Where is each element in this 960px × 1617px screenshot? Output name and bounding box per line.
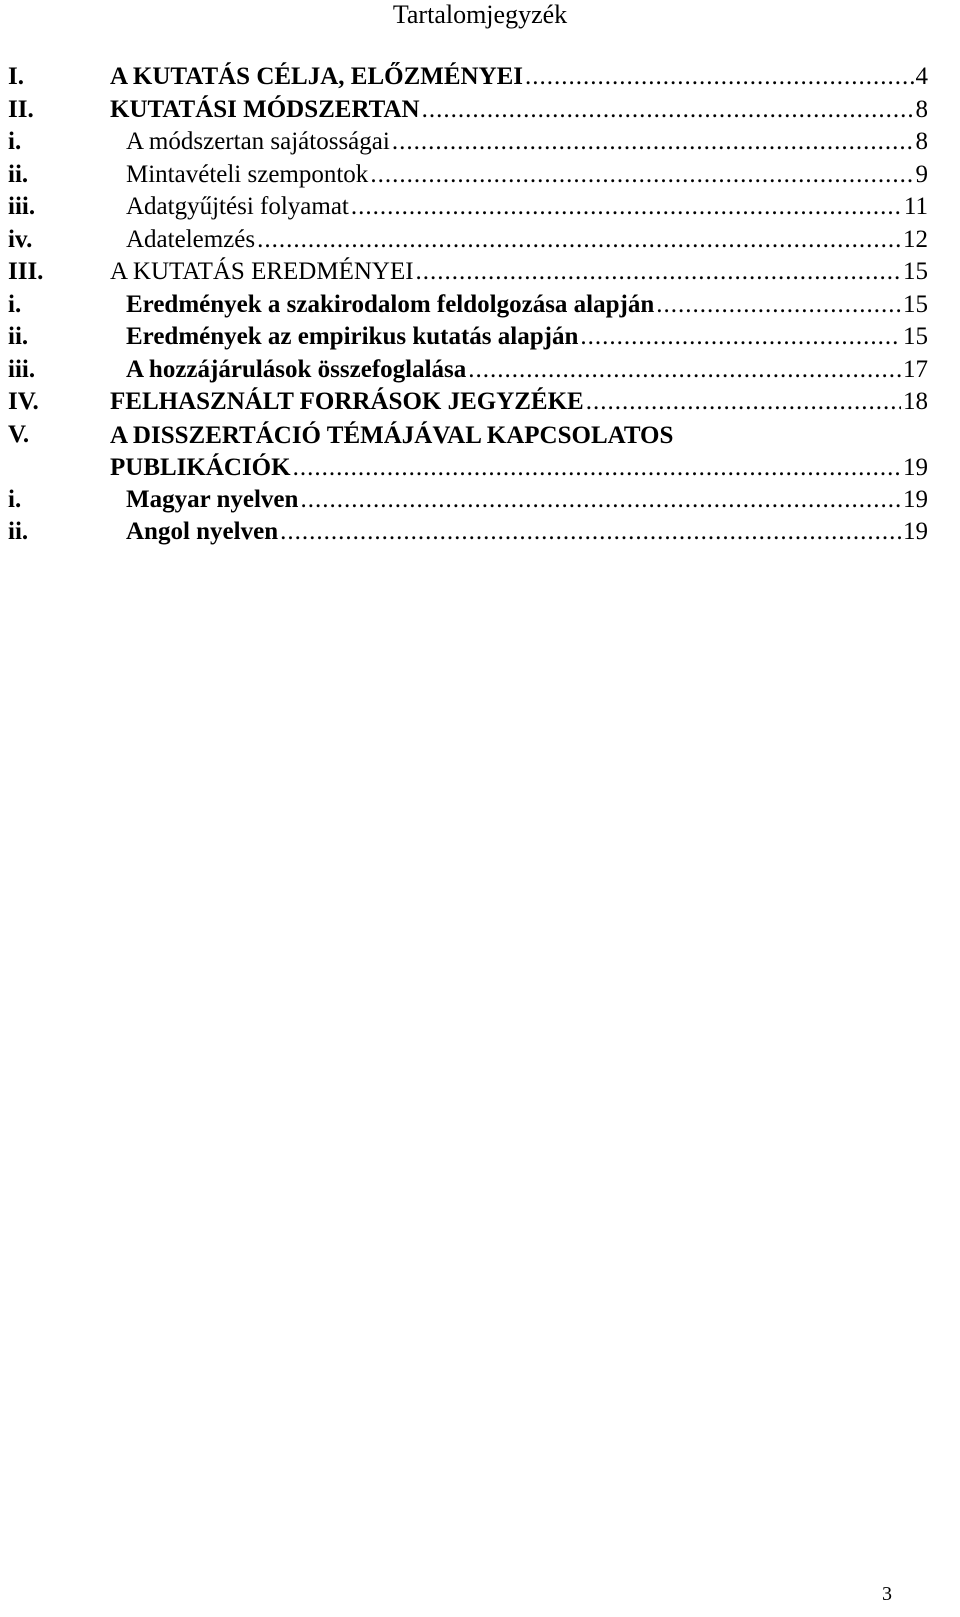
toc-entry[interactable]	[8, 256, 928, 289]
toc-entry[interactable]	[8, 191, 928, 224]
toc-entry-label: Angol nyelven	[126, 518, 279, 545]
toc-entry-number: iii.	[8, 193, 36, 220]
toc-entry-label: Adatgyűjtési folyamat	[126, 193, 349, 220]
toc-entry-page: 19	[903, 453, 928, 481]
toc-entry-page: 19	[903, 485, 928, 513]
toc-entry-page: 17	[903, 355, 928, 383]
toc-entry-page: 19	[903, 518, 928, 545]
toc-entry-page: 8	[915, 128, 928, 155]
toc-entry-number: i.	[8, 290, 22, 318]
toc-entry-label: Adatelemzés	[126, 225, 256, 253]
toc-entry-label: Eredmények az empirikus kutatás alapján	[126, 323, 579, 350]
toc-entry-label: A KUTATÁS CÉLJA, ELŐZMÉNYEI	[110, 63, 524, 90]
toc-entry-page: 11	[903, 193, 928, 220]
toc-entry[interactable]	[8, 516, 928, 549]
dot-leader	[580, 321, 901, 353]
toc-entry-label: Magyar nyelven	[126, 485, 299, 513]
toc-entry-label: A módszertan sajátosságai	[126, 128, 390, 155]
toc-entry-number: IV.	[8, 388, 39, 415]
toc-entry-number: ii.	[8, 323, 29, 350]
toc-entry[interactable]	[8, 386, 928, 419]
toc-entry-number: V.	[8, 420, 30, 448]
dot-leader	[392, 126, 914, 158]
toc-entry[interactable]	[8, 126, 928, 159]
toc-entry-number: ii.	[8, 518, 29, 545]
toc-entry[interactable]	[8, 484, 928, 517]
toc-entry-page: 4	[915, 63, 928, 90]
toc-entry[interactable]	[8, 159, 928, 192]
dot-leader	[257, 224, 901, 256]
dot-leader	[351, 191, 902, 223]
toc-entry-page: 15	[903, 290, 928, 318]
toc-entry-label: A hozzájárulások összefoglalása	[126, 355, 467, 383]
toc-entry[interactable]	[8, 61, 928, 94]
toc-entry-label: Eredmények a szakirodalom feldolgozása alapján	[126, 290, 655, 318]
toc-entry-page: 15	[903, 258, 928, 285]
toc-entry[interactable]	[8, 419, 928, 484]
toc-entry-label-line1: A DISSZERTÁCIÓ TÉMÁJÁVAL KAPCSOLATOS	[110, 421, 674, 449]
toc-title: Tartalomjegyzék	[392, 0, 568, 29]
toc-entry-label: A KUTATÁS EREDMÉNYEI	[110, 258, 414, 285]
toc-entry[interactable]	[8, 354, 928, 387]
toc-entry-number: i.	[8, 128, 22, 155]
toc-entry-label-line2: PUBLIKÁCIÓK	[110, 453, 291, 481]
toc-entry-number: III.	[8, 258, 44, 285]
dot-leader	[370, 159, 913, 191]
toc-entry-label: FELHASZNÁLT FORRÁSOK JEGYZÉKE	[110, 388, 584, 415]
toc-entry[interactable]	[8, 224, 928, 257]
toc-entry-label: KUTATÁSI MÓDSZERTAN	[110, 95, 420, 123]
toc-entry-page: 18	[903, 388, 928, 415]
toc-entry-page: 12	[903, 225, 928, 253]
toc-entry[interactable]	[8, 94, 928, 127]
dot-leader	[300, 484, 901, 516]
toc-entry-number: I.	[8, 63, 24, 90]
toc-entry-number: ii.	[8, 160, 29, 188]
table-of-contents	[8, 61, 928, 549]
toc-entry-number: II.	[8, 95, 34, 123]
toc-entry-number: iii.	[8, 355, 36, 383]
toc-entry-number: i.	[8, 485, 22, 513]
dot-leader	[422, 94, 914, 126]
page-number: 3	[882, 1583, 892, 1605]
dot-leader	[656, 289, 901, 321]
toc-entry[interactable]	[8, 321, 928, 354]
dot-leader	[525, 61, 913, 93]
toc-entry-label: Mintavételi szempontok	[126, 160, 369, 188]
dot-leader	[293, 452, 901, 484]
toc-entry[interactable]	[8, 289, 928, 322]
dot-leader	[586, 386, 901, 418]
dot-leader	[468, 354, 901, 386]
toc-entry-page: 15	[903, 323, 928, 350]
toc-entry-number: iv.	[8, 225, 33, 253]
dot-leader	[280, 516, 901, 548]
toc-entry-page: 8	[915, 95, 928, 123]
toc-entry-page: 9	[915, 160, 928, 188]
dot-leader	[416, 256, 901, 288]
